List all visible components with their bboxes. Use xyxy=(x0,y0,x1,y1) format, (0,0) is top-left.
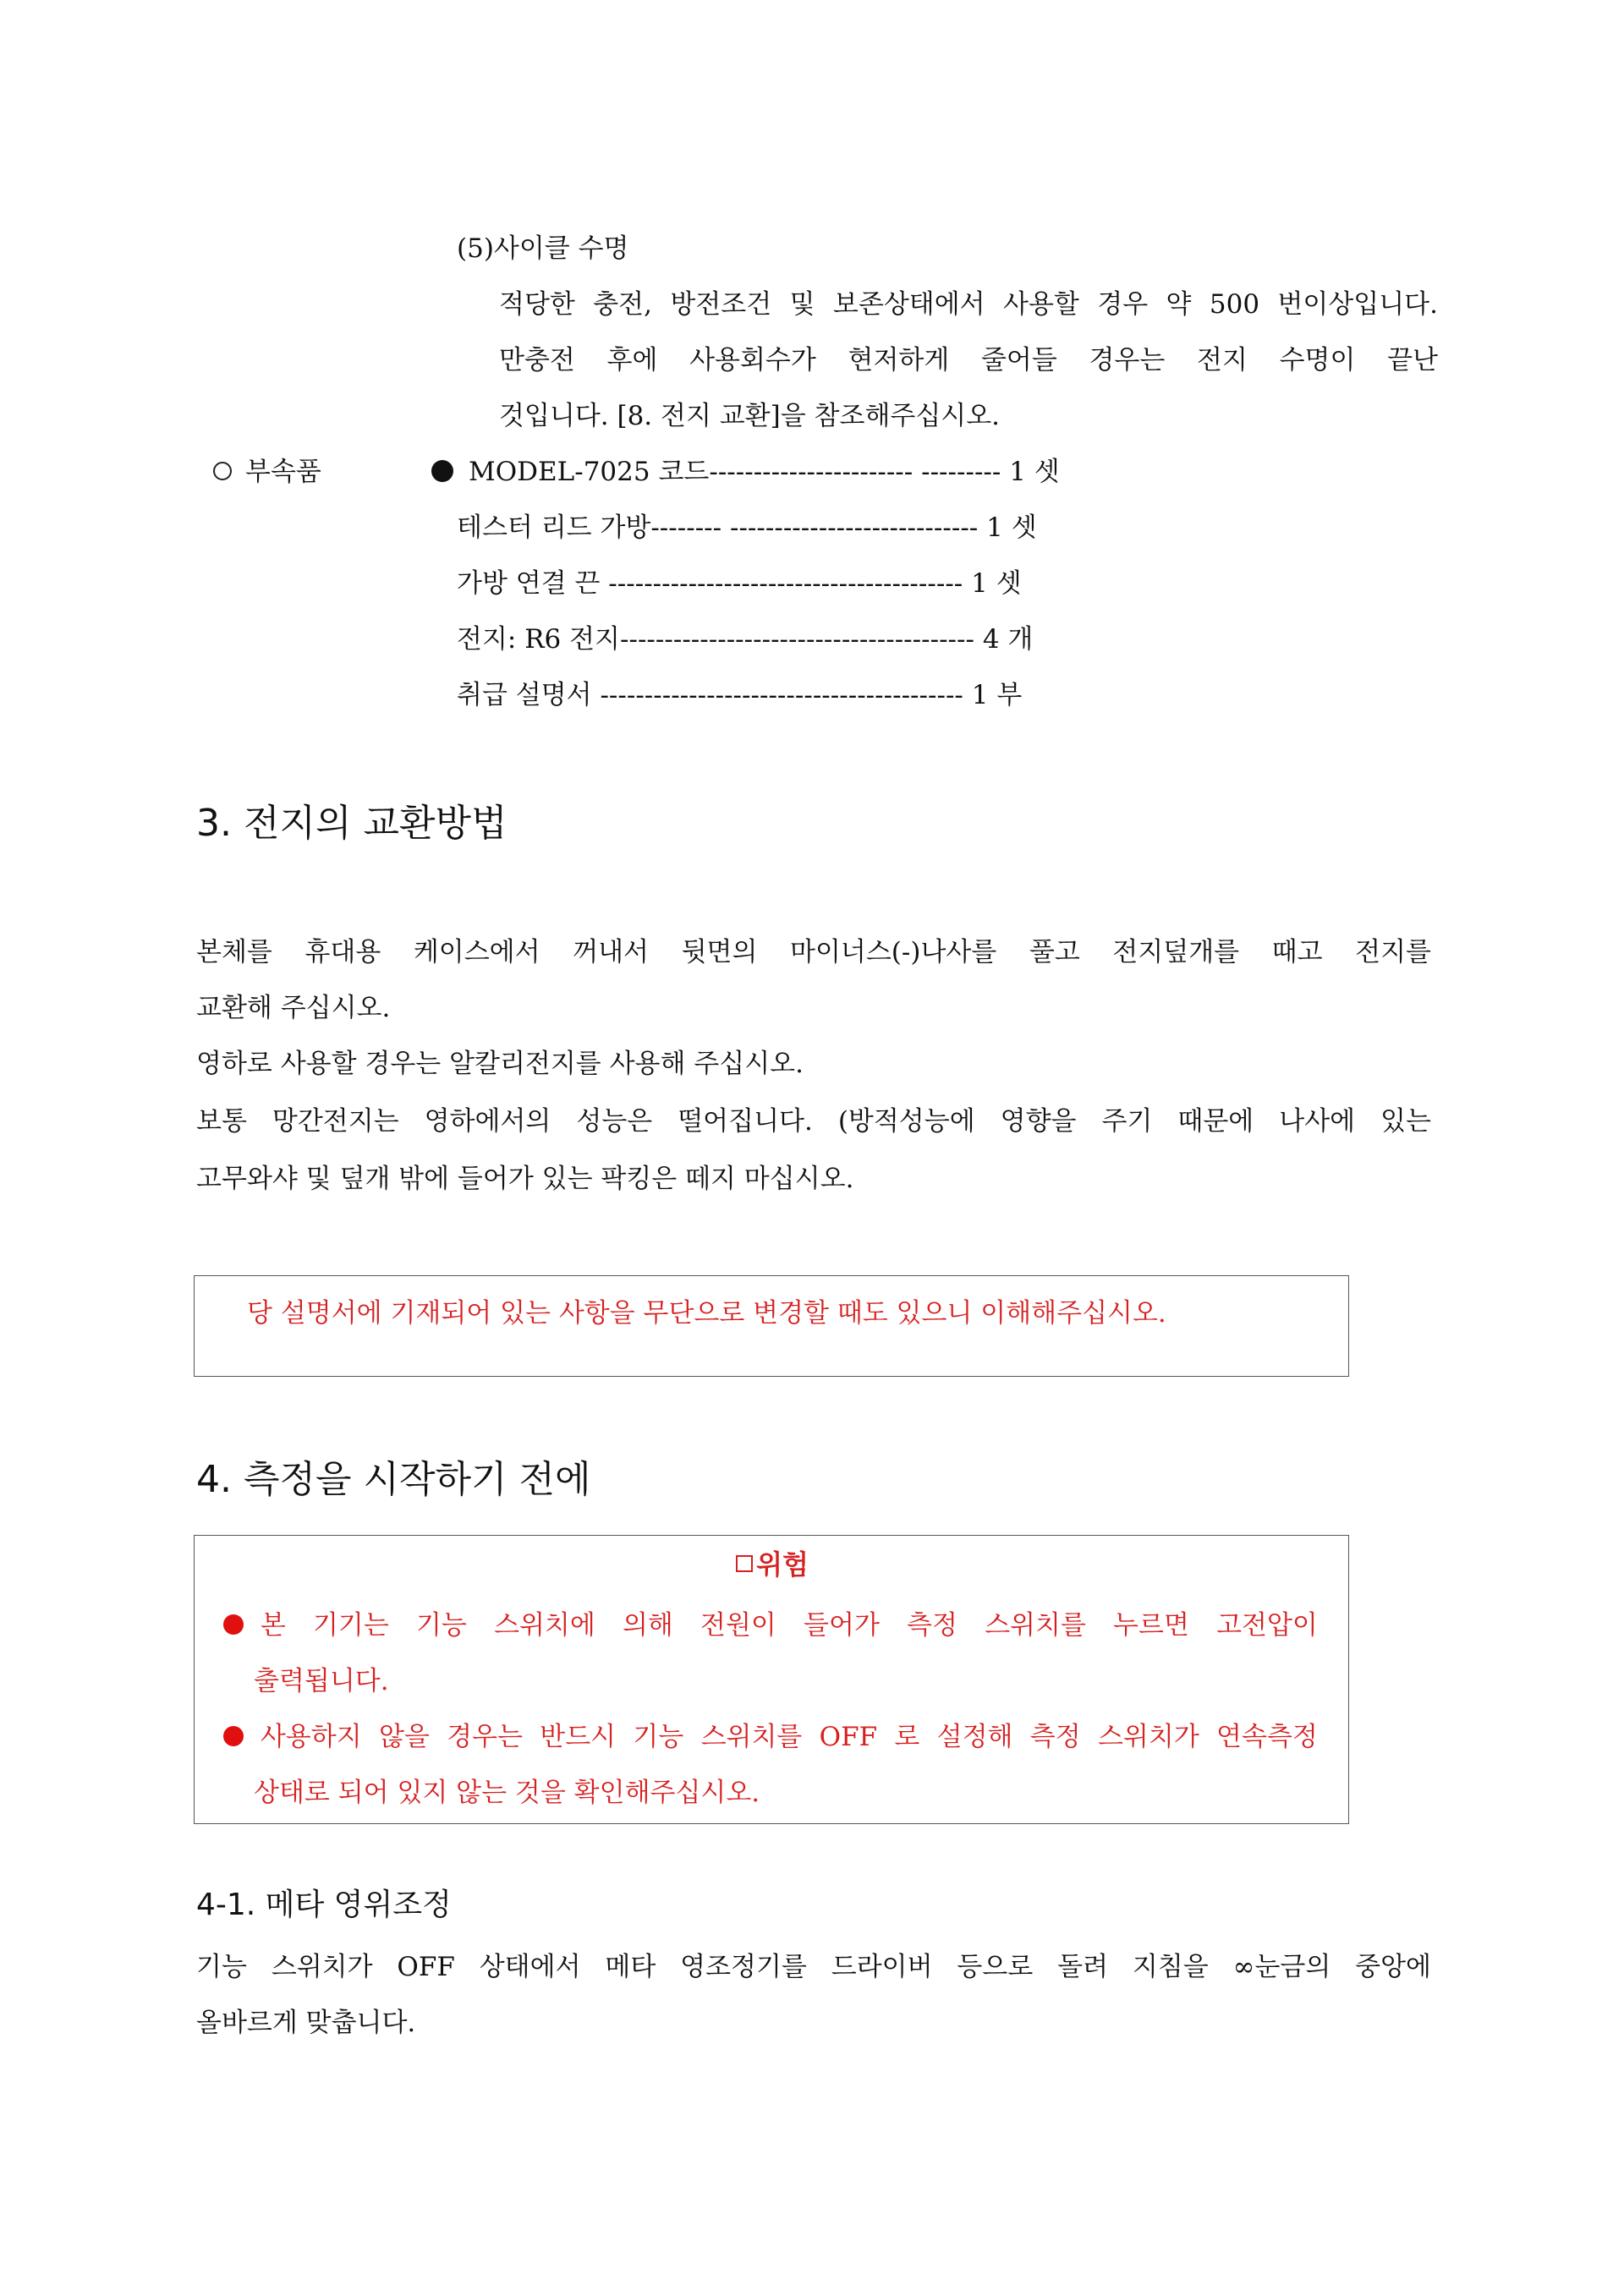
red-bullet-icon xyxy=(223,1726,244,1746)
red-bullet-icon xyxy=(223,1614,244,1635)
danger-item-2-line-1: 사용하지 않을 경우는 반드시 기능 스위치를 OFF 로 설정해 측정 스위치가 연속측정 xyxy=(223,1720,1323,1754)
section-3-para-2: 영하로 사용할 경우는 알칼리전지를 사용해 주십시오. xyxy=(196,1049,804,1079)
section-3-para-1-line-1: 본체를 휴대용 케이스에서 꺼내서 뒷면의 마이너스(-)나사를 풀고 전지덮개를 때고 전지를 xyxy=(196,937,1431,967)
section-3-para-3-line-1: 보통 망간전지는 영하에서의 성능은 떨어집니다. (방적성능에 영향을 주기 때문에 나사에 있는 xyxy=(196,1106,1431,1137)
accessory-item: 가방 연결 끈 ---------------------------------------- 1 셋 xyxy=(457,568,1022,599)
section-4-1-line-1: 기능 스위치가 OFF 상태에서 메타 영조정기를 드라이버 등으로 돌려 지침을 ∞눈금의 중앙에 xyxy=(196,1952,1431,1982)
danger-item-1-line-2: 출력됩니다. xyxy=(254,1666,389,1696)
cycle-life-line-2: 만충전 후에 사용회수가 현저하게 줄어들 경우는 전지 수명이 끝난 xyxy=(499,345,1438,375)
cycle-life-heading: (5)사이클 수명 xyxy=(457,233,629,264)
section-3-para-1-line-2: 교환해 주십시오. xyxy=(196,993,391,1023)
cycle-life-line-1: 적당한 충전, 방전조건 및 보존상태에서 사용할 경우 약 500 번이상입니다. xyxy=(499,289,1438,320)
accessories-label: 부속품 xyxy=(213,455,321,489)
danger-item-1-line-1: 본 기기는 기능 스위치에 의해 전원이 들어가 측정 스위치를 누르면 고전압이 xyxy=(223,1608,1323,1642)
danger-title: 위험 xyxy=(195,1548,1350,1581)
accessory-item: 테스터 리드 가방-------- ---------------------------- 1 셋 xyxy=(457,512,1037,543)
accessory-item: MODEL-7025 코드----------------------- --------- 1 셋 xyxy=(431,455,1060,489)
section-4-title: 4. 측정을 시작하기 전에 xyxy=(196,1458,591,1501)
cycle-life-line-3: 것입니다. [8. 전지 교환]을 참조해주십시오. xyxy=(499,401,1001,431)
accessory-item: 전지: R6 전지---------------------------------------- 4 개 xyxy=(457,624,1034,655)
circle-bullet-icon xyxy=(213,462,232,480)
section-4-1-line-2: 올바르게 맞춥니다. xyxy=(196,2008,416,2038)
section-3-title: 3. 전지의 교환방법 xyxy=(196,802,508,845)
section-4-1-title: 4-1. 메타 영위조정 xyxy=(196,1888,452,1922)
square-icon xyxy=(736,1555,753,1572)
danger-box xyxy=(194,1535,1349,1824)
black-bullet-icon xyxy=(431,460,453,482)
accessory-item: 취급 설명서 ----------------------------------------- 1 부 xyxy=(457,680,1023,710)
section-3-para-3-line-2: 고무와샤 및 덮개 밖에 들어가 있는 팍킹은 떼지 마십시오. xyxy=(196,1164,854,1194)
notice-text: 당 설명서에 기재되어 있는 사항을 무단으로 변경할 때도 있으니 이해해주십시오. xyxy=(247,1298,1166,1329)
notice-box xyxy=(194,1275,1349,1377)
danger-item-2-line-2: 상태로 되어 있지 않는 것을 확인해주십시오. xyxy=(254,1778,760,1808)
